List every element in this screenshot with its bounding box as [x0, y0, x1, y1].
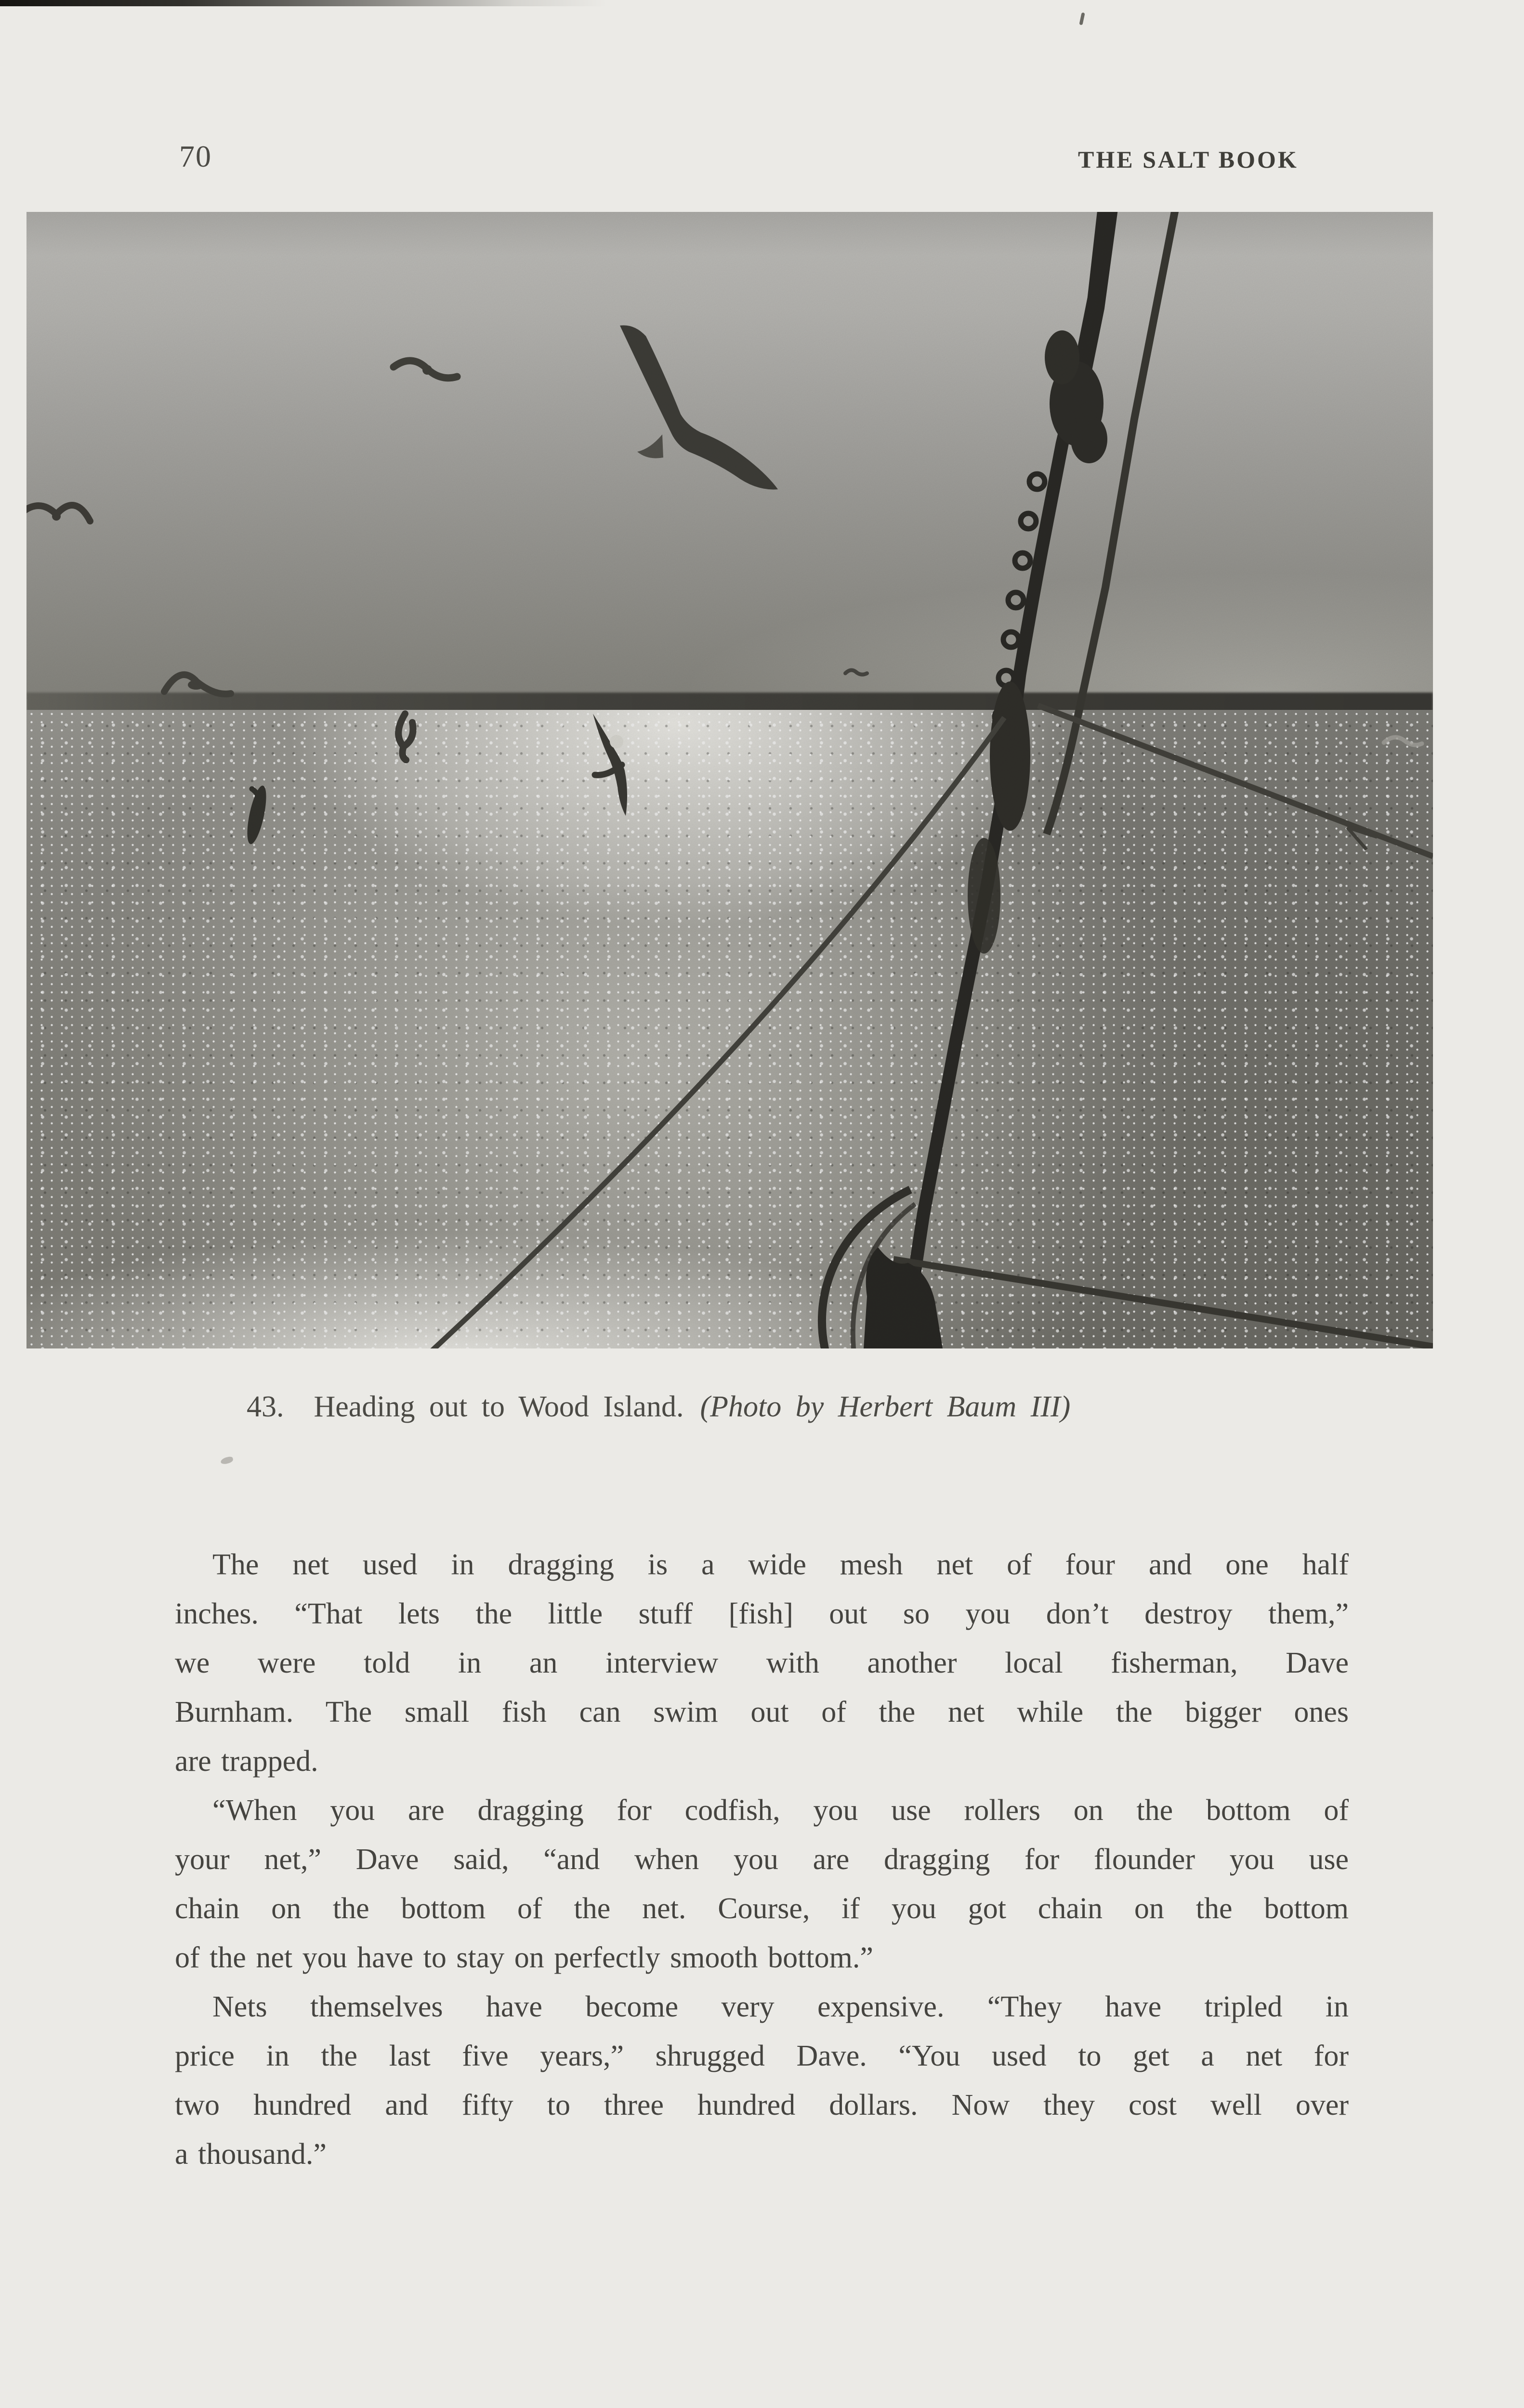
paragraph-3-line-1: Nets themselves have become very expensive. “They have tripled in — [212, 1990, 1349, 2023]
paragraph-3-line-2: price in the last five years,” shrugged Dave. “You used to get a net for — [175, 2040, 1349, 2072]
paragraph-2-line-2: your net,” Dave said, “and when you are dragging for flounder you use — [175, 1843, 1349, 1876]
paragraph-1-line-1: The net used in dragging is a wide mesh net of four and one half — [212, 1548, 1349, 1581]
paragraph-3-line-4: a thousand.” — [175, 2138, 327, 2171]
paragraph-3-line-3: two hundred and fifty to three hundred dollars. Now they cost well over — [175, 2089, 1349, 2121]
paragraph-2-line-1: “When you are dragging for codfish, you use rollers on the bottom of — [212, 1794, 1349, 1827]
photo-overlay — [26, 212, 1433, 1348]
paragraph-2-line-3: chain on the bottom of the net. Course, if you got chain on the bottom — [175, 1892, 1349, 1925]
page-gutter-shadow — [0, 0, 607, 6]
photograph — [26, 212, 1433, 1348]
caption-figure-number: 43. — [247, 1390, 284, 1423]
paragraph-1-line-3: we were told in an interview with another local fisherman, Dave — [175, 1647, 1349, 1679]
scan-speck — [1079, 13, 1085, 26]
page-number: 70 — [179, 139, 212, 173]
caption-title: Heading out to Wood Island. — [314, 1390, 684, 1423]
paragraph-1-line-2: inches. “That lets the little stuff [fish] out so you don’t destroy them,” — [175, 1597, 1349, 1630]
article-text — [175, 1540, 1349, 2179]
photo-grain — [26, 212, 1433, 1348]
running-title: THE SALT BOOK — [1078, 146, 1299, 173]
paragraph-1-line-4: Burnham. The small fish can swim out of the net while the bigger ones — [175, 1696, 1349, 1728]
paragraph-2-line-4: of the net you have to stay on perfectly smooth bottom.” — [175, 1941, 873, 1974]
caption-credit: (Photo by Herbert Baum III) — [700, 1390, 1071, 1423]
scan-smudge — [220, 1456, 234, 1465]
paragraph-1-line-5: are trapped. — [175, 1745, 318, 1778]
photo-caption — [247, 1390, 1070, 1424]
